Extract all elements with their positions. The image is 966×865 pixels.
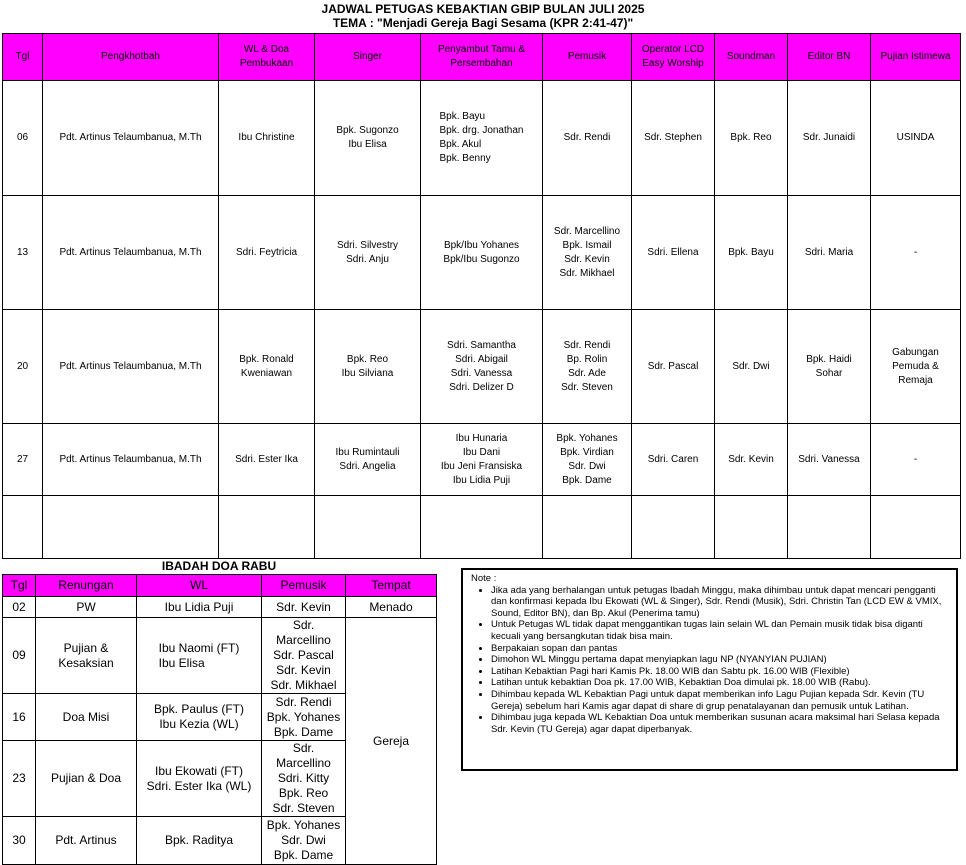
- devotion-cell: [36, 694, 137, 741]
- empty-cell: [43, 496, 219, 559]
- date-cell: 09: [3, 618, 36, 694]
- usher-names-line: Bpk/Ibu Yohanes: [443, 239, 520, 251]
- wl-names-line: Ibu Ekowati (FT): [154, 763, 244, 778]
- musician-cell: [543, 81, 632, 196]
- wl-names: [221, 131, 312, 145]
- usher-cell: [421, 424, 543, 496]
- special-song-line: -: [913, 246, 918, 258]
- devotion-text: [38, 600, 134, 615]
- musician-names-line: Sdr. Rendi: [275, 694, 332, 709]
- special-song-cell: [871, 424, 961, 496]
- wl-names-line: Ibu Christine: [238, 132, 295, 143]
- usher-names: [423, 239, 540, 267]
- column-header: Pemusik: [262, 575, 346, 597]
- usher-names-line: Bpk/Ibu Sugonzo: [443, 253, 520, 265]
- column-header: Soundman: [715, 34, 788, 81]
- editor-cell: [788, 424, 871, 496]
- wl-names: [139, 833, 259, 848]
- date-cell: 13: [3, 196, 43, 310]
- singer-names-line: Bpk. Reo: [346, 353, 389, 365]
- column-header: Renungan: [36, 575, 137, 597]
- note-item: • Dihimbau kepada WL Kebaktian Pagi untuk dapat memberikan info Lagu Pujian kepada Sdr. Kevin (TU Gereja) sebelum hari Kamis agar dapat di share di grup penatalayanan dan pemusik untuk Latihan.: [491, 689, 950, 712]
- devotion-cell: [36, 741, 137, 817]
- usher-cell: [421, 310, 543, 424]
- musician-names: [545, 432, 629, 488]
- preacher-cell: Pdt. Artinus Telaumbanua, M.Th: [43, 424, 219, 496]
- note-item: • Jika ada yang berhalangan untuk petugas Ibadah Minggu, maka dihimbau untuk dapat mencari pengganti dan konfirmasi kepada Ibu Ekowati (WL & Singer), Sdr. Rendi (Musik), Sdri. Christin Tan (LCD EW & VMIX, Sound, Editor BN), dan Bp. Akul (Penerima tamu): [491, 585, 950, 620]
- soundman-cell: Sdr. Dwi: [715, 310, 788, 424]
- note-list: [471, 585, 950, 736]
- wl-names-line: Ibu Kezia (WL): [159, 717, 239, 731]
- empty-cell: [632, 496, 715, 559]
- editor-names: [790, 453, 868, 467]
- special-song-line: Remaja: [898, 374, 933, 386]
- musician-names: [264, 695, 343, 740]
- singer-names-line: Ibu Rumintauli: [335, 446, 400, 458]
- wl-cell: [137, 817, 262, 865]
- musician-cell: [262, 741, 346, 817]
- musician-names-line: Sdr. Kevin: [276, 663, 331, 677]
- wl-names-line: Ibu Elisa: [158, 655, 205, 670]
- musician-names: [545, 225, 629, 281]
- column-header: Pujian Istimewa: [871, 34, 961, 81]
- wl-names: [139, 600, 259, 615]
- editor-names-line: Sdri. Maria: [804, 246, 854, 258]
- empty-cell: [715, 496, 788, 559]
- wl-names: [221, 246, 312, 260]
- musician-names-line: Bp. Rolin: [566, 353, 608, 365]
- editor-names-line: Sdri. Vanessa: [798, 453, 860, 465]
- date-cell: 27: [3, 424, 43, 496]
- wednesday-title: IBADAH DOA RABU: [161, 559, 277, 573]
- singer-names-line: Sdri. Silvestry: [336, 239, 399, 251]
- date-cell: 16: [3, 694, 36, 741]
- wednesday-schedule-table: [2, 574, 437, 865]
- date-cell: 30: [3, 817, 36, 865]
- special-song-cell: [871, 310, 961, 424]
- musician-names: [264, 741, 343, 816]
- musician-names-line: Sdr. Ade: [568, 367, 606, 379]
- schedule-row: [3, 310, 961, 424]
- schedule-row: [3, 196, 961, 310]
- musician-names-line: Bpk. Dame: [562, 474, 612, 486]
- musician-names-line: Sdr. Marcellino: [276, 741, 331, 770]
- singer-names: [317, 353, 418, 381]
- wednesday-row: [3, 618, 437, 694]
- devotion-text-line: Kesaksian: [58, 655, 114, 670]
- wl-names-line: Bpk. Ronald: [239, 353, 294, 365]
- musician-cell: [543, 310, 632, 424]
- note-item: • Latihan Kebaktian Pagi hari Kamis Pk. 18.00 WIB dan Sabtu pk. 16.00 WIB (Flexible): [491, 666, 950, 678]
- devotion-text: [38, 771, 134, 786]
- musician-names: [264, 818, 343, 863]
- special-song: [873, 453, 958, 467]
- usher-names: [423, 432, 540, 488]
- date-cell: 23: [3, 741, 36, 817]
- usher-names-line: Ibu Hunaria: [455, 432, 508, 444]
- devotion-text: [38, 641, 134, 671]
- musician-names-line: Bpk. Yohanes: [266, 818, 341, 832]
- date-cell: 06: [3, 81, 43, 196]
- devotion-cell: [36, 618, 137, 694]
- editor-names-line: Bpk. Haidi: [806, 353, 852, 365]
- note-box: [461, 568, 958, 771]
- wl-names-line: Bpk. Raditya: [164, 833, 234, 847]
- column-header: Pemusik: [543, 34, 632, 81]
- wl-cell: [137, 618, 262, 694]
- venue-cell: Gereja: [346, 618, 437, 865]
- singer-names: [317, 124, 418, 152]
- wl-names-line: Sdri. Ester Ika: [235, 453, 298, 465]
- singer-cell: [315, 81, 421, 196]
- musician-cell: [262, 597, 346, 618]
- singer-cell: [315, 424, 421, 496]
- wl-names: [221, 353, 312, 381]
- empty-cell: [421, 496, 543, 559]
- usher-names-line: Bpk. drg. Jonathan: [439, 125, 524, 136]
- note-item: • Latihan untuk kebaktian Doa pk. 17.00 WIB, Kebaktian Doa dimulai pk. 18.00 WIB (Rabu).: [491, 677, 950, 689]
- musician-names-line: Bpk. Ismail: [562, 239, 612, 251]
- wl-names: [159, 641, 240, 671]
- wl-names-line: Bpk. Paulus (FT): [153, 702, 245, 716]
- operator-cell: Sdri. Caren: [632, 424, 715, 496]
- special-song-line: -: [913, 453, 918, 465]
- soundman-cell: Bpk. Bayu: [715, 196, 788, 310]
- musician-names-line: Sdr. Mikhael: [559, 267, 615, 279]
- note-label: Note :: [471, 573, 497, 584]
- column-header: Tgl: [3, 34, 43, 81]
- musician-names-line: Bpk. Virdian: [560, 446, 614, 458]
- note-item: • Untuk Petugas WL tidak dapat menggantikan tugas lain selain WL dan Pemain musik tidak bisa diganti kecuali yang bersangkutan tidak bisa main.: [491, 619, 950, 642]
- note-item: • Berpakaian sopan dan pantas: [491, 643, 950, 655]
- schedule-row: [3, 424, 961, 496]
- usher-names-line: Ibu Lidia Puji: [452, 474, 511, 486]
- special-song: [873, 131, 958, 145]
- preacher-cell: Pdt. Artinus Telaumbanua, M.Th: [43, 310, 219, 424]
- usher-cell: [421, 81, 543, 196]
- singer-names: [317, 446, 418, 474]
- editor-cell: [788, 81, 871, 196]
- empty-cell: [219, 496, 315, 559]
- empty-cell: [871, 496, 961, 559]
- musician-names: [545, 339, 629, 395]
- singer-names-line: Ibu Silviana: [341, 367, 394, 379]
- devotion-text-line: Pujian &: [63, 640, 109, 655]
- musician-names-line: Sdr. Rendi: [563, 132, 611, 143]
- usher-names-line: Ibu Dani: [462, 446, 501, 458]
- column-header: Editor BN: [788, 34, 871, 81]
- column-header: Singer: [315, 34, 421, 81]
- preacher-cell: Pdt. Artinus Telaumbanua, M.Th: [43, 196, 219, 310]
- wednesday-row: [3, 597, 437, 618]
- wl-names-line: Kweniawan: [240, 367, 293, 379]
- musician-names-line: Sdr. Mikhael: [270, 678, 337, 692]
- singer-names-line: Ibu Elisa: [348, 139, 387, 150]
- usher-names: [440, 110, 524, 166]
- special-song-line: USINDA: [896, 132, 935, 143]
- schedule-title: JADWAL PETUGAS KEBAKTIAN GBIP BULAN JULI 2025: [321, 2, 645, 16]
- wl-names: [221, 453, 312, 467]
- usher-cell: [421, 196, 543, 310]
- singer-names: [317, 239, 418, 267]
- column-header: WL: [137, 575, 262, 597]
- musician-names-line: Sdr. Marcellino: [276, 618, 331, 647]
- musician-names-line: Bpk. Yohanes: [556, 432, 618, 444]
- usher-names-line: Sdri. Abigail: [455, 353, 508, 365]
- devotion-cell: [36, 817, 137, 865]
- special-song-cell: [871, 196, 961, 310]
- devotion-text-line: PW: [76, 599, 96, 614]
- editor-cell: [788, 310, 871, 424]
- musician-cell: [262, 817, 346, 865]
- musician-cell: [543, 424, 632, 496]
- soundman-cell: Sdr. Kevin: [715, 424, 788, 496]
- wl-names: [139, 702, 259, 732]
- special-song: [873, 346, 958, 388]
- devotion-text-line: Pdt. Artinus: [55, 833, 117, 847]
- singer-names-line: Sdri. Anju: [346, 253, 389, 265]
- empty-cell: [788, 496, 871, 559]
- musician-names: [545, 131, 629, 145]
- special-song-cell: [871, 81, 961, 196]
- musician-names-line: Sdr. Kevin: [276, 599, 331, 614]
- editor-names: [790, 246, 868, 260]
- operator-cell: Sdri. Ellena: [632, 196, 715, 310]
- editor-names-line: Sdr. Junaidi: [802, 132, 856, 143]
- venue-cell: Menado: [346, 597, 437, 618]
- usher-names-line: Bpk. Bayu: [439, 111, 486, 122]
- musician-names-line: Sdr. Kevin: [564, 253, 610, 265]
- wl-names-line: Ibu Lidia Puji: [164, 599, 234, 614]
- empty-row: [3, 496, 961, 559]
- empty-cell: [3, 496, 43, 559]
- sunday-schedule-table: [2, 33, 961, 559]
- date-cell: 02: [3, 597, 36, 618]
- wednesday-schedule-header: [3, 575, 437, 597]
- musician-names-line: Sdr. Rendi: [563, 339, 611, 351]
- musician-names: [264, 618, 343, 693]
- schedule-row: [3, 81, 961, 196]
- empty-cell: [315, 496, 421, 559]
- usher-names-line: Ibu Jeni Fransiska: [440, 460, 523, 472]
- wl-cell: [137, 597, 262, 618]
- wl-cell: [219, 196, 315, 310]
- musician-names-line: Sdr. Dwi: [281, 833, 326, 847]
- special-song-line: Gabungan: [892, 346, 939, 358]
- singer-names-line: Bpk. Sugonzo: [336, 125, 399, 136]
- usher-names-line: Sdri. Delizer D: [449, 381, 514, 393]
- editor-names-line: Sohar: [815, 367, 843, 379]
- wl-names-line: Sdri. Feytricia: [235, 246, 298, 258]
- empty-cell: [543, 496, 632, 559]
- note-item: • Dimohon WL Minggu pertama dapat menyiapkan lagu NP (NYANYIAN PUJIAN): [491, 654, 950, 666]
- usher-names: [423, 339, 540, 395]
- wl-cell: [219, 424, 315, 496]
- editor-cell: [788, 196, 871, 310]
- soundman-cell: Bpk. Reo: [715, 81, 788, 196]
- usher-names-line: Sdri. Samantha: [447, 339, 516, 351]
- devotion-text: [38, 710, 134, 725]
- singer-cell: [315, 196, 421, 310]
- musician-names-line: Sdri. Kitty: [277, 771, 330, 785]
- musician-cell: [543, 196, 632, 310]
- devotion-text: [38, 833, 134, 848]
- special-song-line: Pemuda &: [892, 360, 939, 372]
- column-header: Tgl: [3, 575, 36, 597]
- singer-names-line: Sdri. Angelia: [339, 460, 396, 472]
- musician-names-line: Bpk. Dame: [273, 724, 334, 739]
- singer-cell: [315, 310, 421, 424]
- musician-names-line: Bpk. Dame: [273, 848, 334, 862]
- wl-cell: [219, 310, 315, 424]
- wl-cell: [137, 694, 262, 741]
- devotion-cell: [36, 597, 137, 618]
- column-header: Pengkhotbah: [43, 34, 219, 81]
- musician-names-line: Sdr. Steven: [272, 801, 335, 815]
- wl-names: [139, 764, 259, 794]
- devotion-text-line: Pujian & Doa: [50, 771, 122, 785]
- musician-names: [264, 600, 343, 615]
- usher-names-line: Sdri. Vanessa: [450, 367, 513, 379]
- date-cell: 20: [3, 310, 43, 424]
- musician-names-line: Sdr. Pascal: [273, 648, 334, 662]
- wl-cell: [137, 741, 262, 817]
- usher-names-line: Bpk. Akul: [439, 139, 482, 150]
- column-header: WL & Doa Pembukaan: [219, 34, 315, 81]
- musician-names-line: Bpk. Yohanes: [266, 709, 341, 724]
- musician-names-line: Sdr. Steven: [561, 381, 613, 393]
- musician-names-line: Sdr. Dwi: [568, 460, 606, 472]
- column-header: Penyambut Tamu & Persembahan: [421, 34, 543, 81]
- operator-cell: Sdr. Stephen: [632, 81, 715, 196]
- musician-names-line: Sdr. Marcellino: [553, 225, 621, 237]
- editor-names: [790, 131, 868, 145]
- sunday-schedule-header: [3, 34, 961, 81]
- special-song: [873, 246, 958, 260]
- operator-cell: Sdr. Pascal: [632, 310, 715, 424]
- preacher-cell: Pdt. Artinus Telaumbanua, M.Th: [43, 81, 219, 196]
- column-header: Operator LCD Easy Worship: [632, 34, 715, 81]
- editor-names: [790, 353, 868, 381]
- devotion-text-line: Doa Misi: [62, 709, 110, 724]
- musician-cell: [262, 694, 346, 741]
- wl-names-line: Sdri. Ester Ika (WL): [146, 778, 252, 793]
- usher-names-line: Bpk. Benny: [439, 153, 491, 164]
- wl-names-line: Ibu Naomi (FT): [158, 640, 240, 655]
- musician-cell: [262, 618, 346, 694]
- schedule-theme: TEMA : "Menjadi Gereja Bagi Sesama (KPR 2:41-47)": [332, 16, 634, 30]
- musician-names-line: Bpk. Reo: [278, 786, 329, 800]
- column-header: Tempat: [346, 575, 437, 597]
- wl-cell: [219, 81, 315, 196]
- note-item: • Dihimbau juga kepada WL Kebaktian Doa untuk memberikan susunan acara maksimal hari Selasa kepada Sdr. Kevin (TU Gereja) agar dapat diperbanyak.: [491, 712, 950, 735]
